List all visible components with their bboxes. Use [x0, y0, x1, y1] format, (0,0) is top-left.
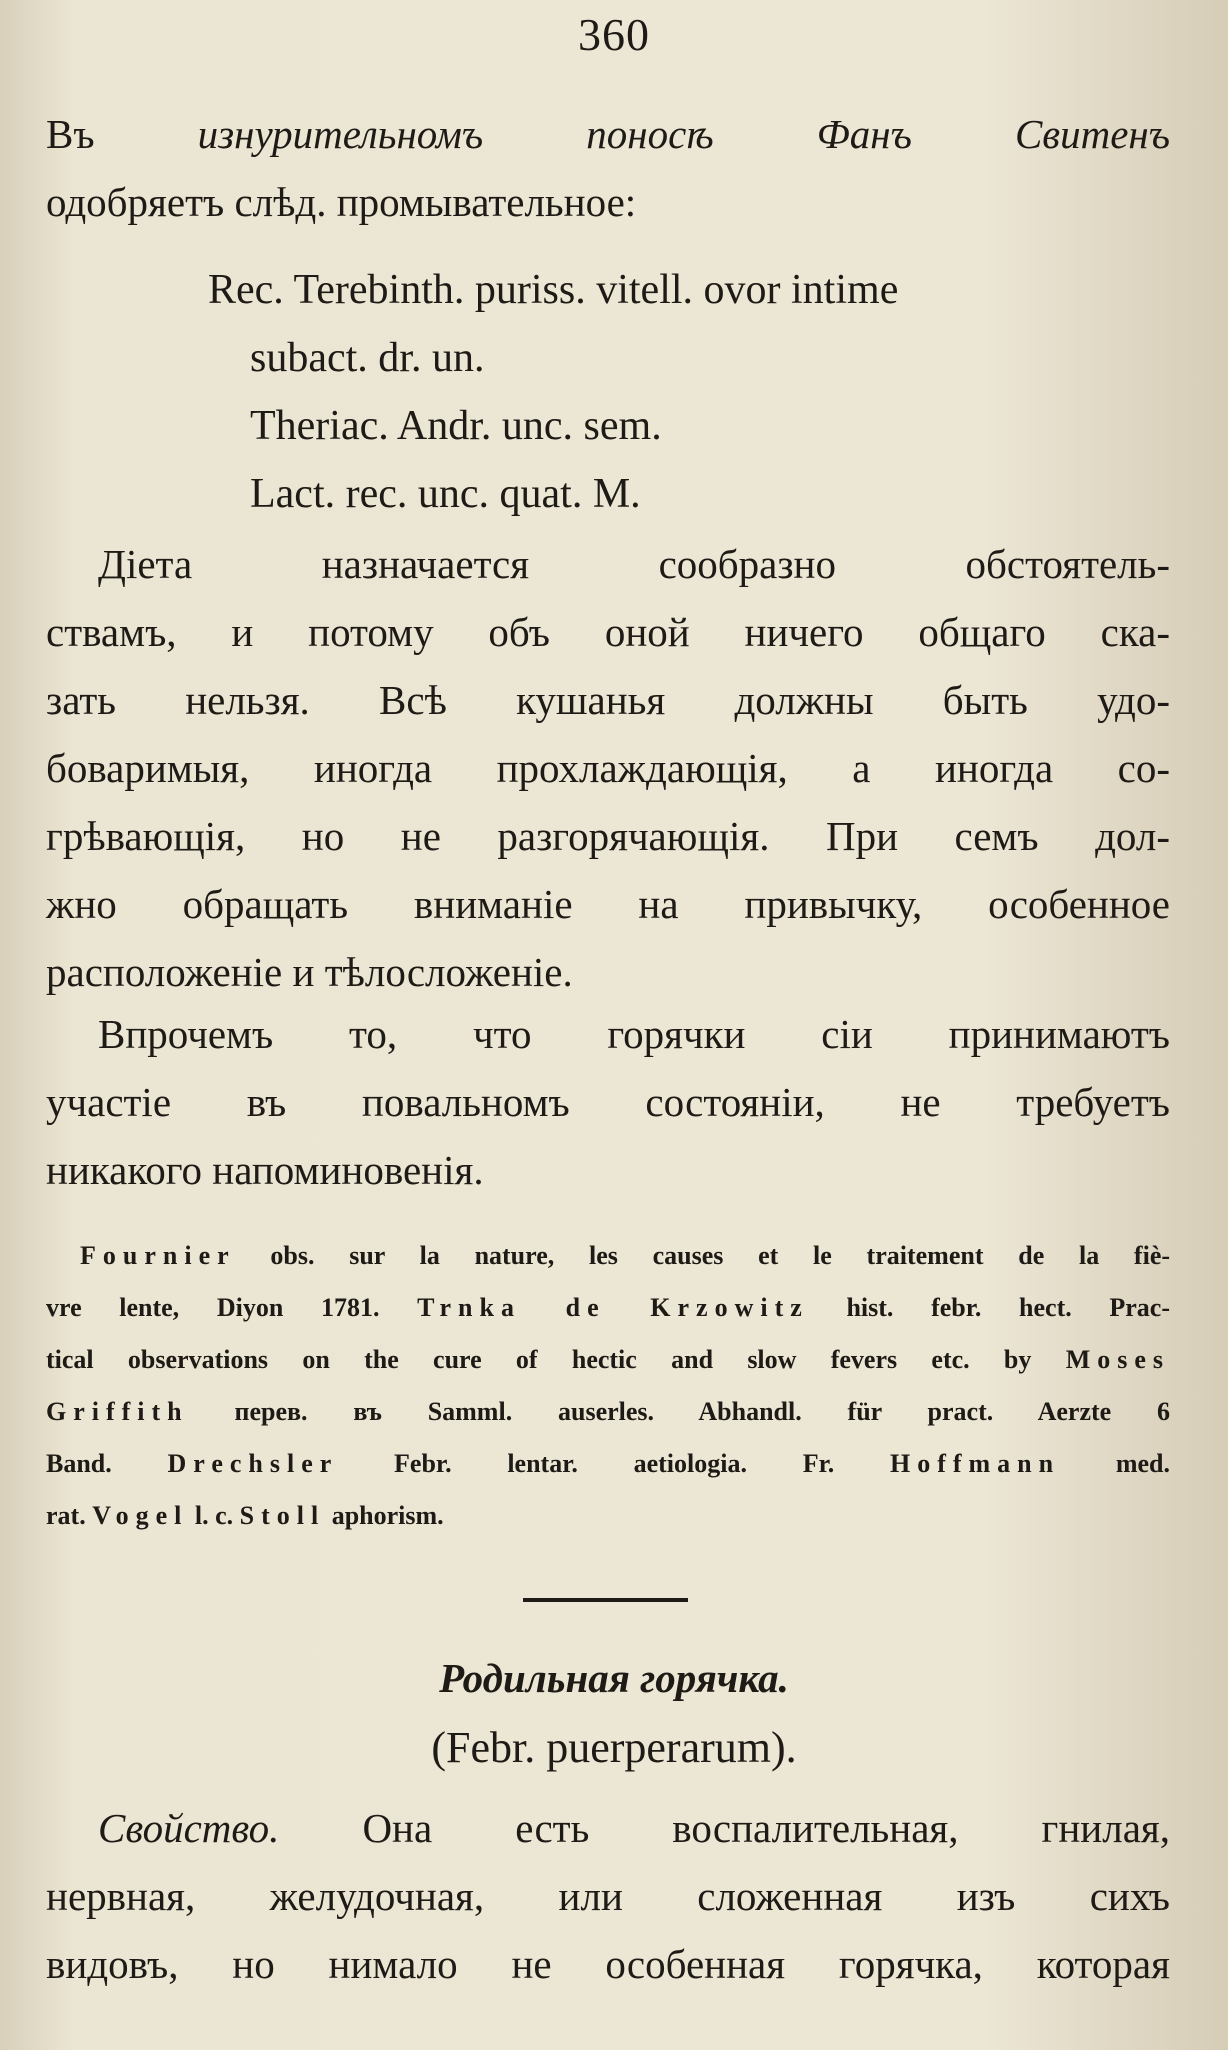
- section-divider: [523, 1598, 688, 1602]
- section-title: Родильная горячка.: [439, 1655, 789, 1701]
- footnote-author: Griffith: [46, 1397, 189, 1426]
- recipe-line-3: Theriac. Andr. unc. sem.: [250, 403, 662, 449]
- intro-line-2: одобряетъ слѣд. промывательное:: [46, 179, 637, 225]
- intro-line-1: [46, 106, 1170, 162]
- footnote-text: Febr. lentar. aetiologia. Fr.: [394, 1449, 835, 1478]
- paragraph-line: боваримыя, иногда прохлаждающія, а иногда со-: [46, 745, 1170, 791]
- paragraph-line: видовъ, но нимало не особенная горячка, которая: [46, 1941, 1170, 1987]
- paragraph-line: Діета назначается сообразно обстоятель-: [98, 541, 1170, 587]
- footnote-author: Vogel: [92, 1501, 189, 1530]
- recipe-line-1: Rec. Terebinth. puriss. vitell. ovor intime: [208, 267, 899, 313]
- footnote-line-3: [46, 1342, 1170, 1378]
- footnote-line-1: [80, 1238, 1170, 1274]
- section-subtitle: (Febr. puerperarum).: [431, 1723, 797, 1772]
- paragraph-line: расположеніе и тѣлосложеніе.: [46, 949, 573, 995]
- paragraph-line: никакого напоминовенія.: [46, 1147, 484, 1193]
- footnote-author: Fournier: [80, 1241, 236, 1270]
- footnote-text: Band.: [46, 1449, 112, 1478]
- footnote-text: l. c.: [194, 1501, 234, 1530]
- footnote-line-2: [46, 1290, 1170, 1326]
- footnote-author: Hoffmann: [889, 1449, 1061, 1478]
- author-name: Фанъ Свитенъ: [816, 111, 1171, 157]
- footnote-text: rat.: [46, 1501, 86, 1530]
- footnote-line-4: [46, 1394, 1170, 1430]
- footnote-author: Trnka de Krzowitz: [417, 1293, 809, 1322]
- footnote-text: tical observations on the cure of hectic and slow fevers etc. by: [46, 1345, 1032, 1374]
- paragraph-line: [98, 1800, 1170, 1856]
- footnote-text: med.: [1115, 1449, 1170, 1478]
- footnote-line-5: [46, 1446, 1170, 1482]
- footnote-line-6: [46, 1498, 1170, 1534]
- paragraph-text: Она есть воспалительная, гнилая,: [362, 1805, 1170, 1851]
- paragraph-line: грѣвающія, но не разгорячающія. При семъ дол-: [46, 813, 1170, 859]
- recipe-line-4: Lact. rec. unc. quat. M.: [250, 471, 641, 517]
- paragraph-line: Впрочемъ то, что горячки сіи принимаютъ: [98, 1011, 1170, 1057]
- footnote-author: Drechsler: [167, 1449, 339, 1478]
- intro-word: Въ: [46, 111, 95, 157]
- footnote-text: aphorism.: [331, 1501, 444, 1530]
- footnote-text: перев. въ Samml. auserles. Abhandl. für pract. Aerzte 6: [234, 1397, 1171, 1426]
- paragraph-line: зать нельзя. Всѣ кушанья должны быть удо-: [46, 677, 1170, 723]
- paragraph-line: жно обращать вниманіе на привычку, особенное: [46, 881, 1170, 927]
- footnote-text: vre lente, Diyon 1781.: [46, 1293, 380, 1322]
- intro-italic-phrase: изнурительномъ поносѣ: [197, 111, 714, 157]
- footnote-author: Moses: [1065, 1345, 1171, 1374]
- paragraph-line: нервная, желудочная, или сложенная изъ сихъ: [46, 1873, 1170, 1919]
- paragraph-line: участіе въ повальномъ состояніи, не требуетъ: [46, 1079, 1170, 1125]
- paragraph-line: ствамъ, и потому объ оной ничего общаго ска-: [46, 609, 1170, 655]
- recipe-line-2: subact. dr. un.: [250, 335, 485, 381]
- page-number: 360: [578, 9, 650, 60]
- footnote-author: Stoll: [239, 1501, 326, 1530]
- footnote-text: hist. febr. hect. Prac-: [846, 1293, 1171, 1322]
- footnote-text: obs. sur la nature, les causes et le traitement de la fiè-: [270, 1241, 1171, 1270]
- paragraph-lead: Свойство.: [98, 1805, 280, 1851]
